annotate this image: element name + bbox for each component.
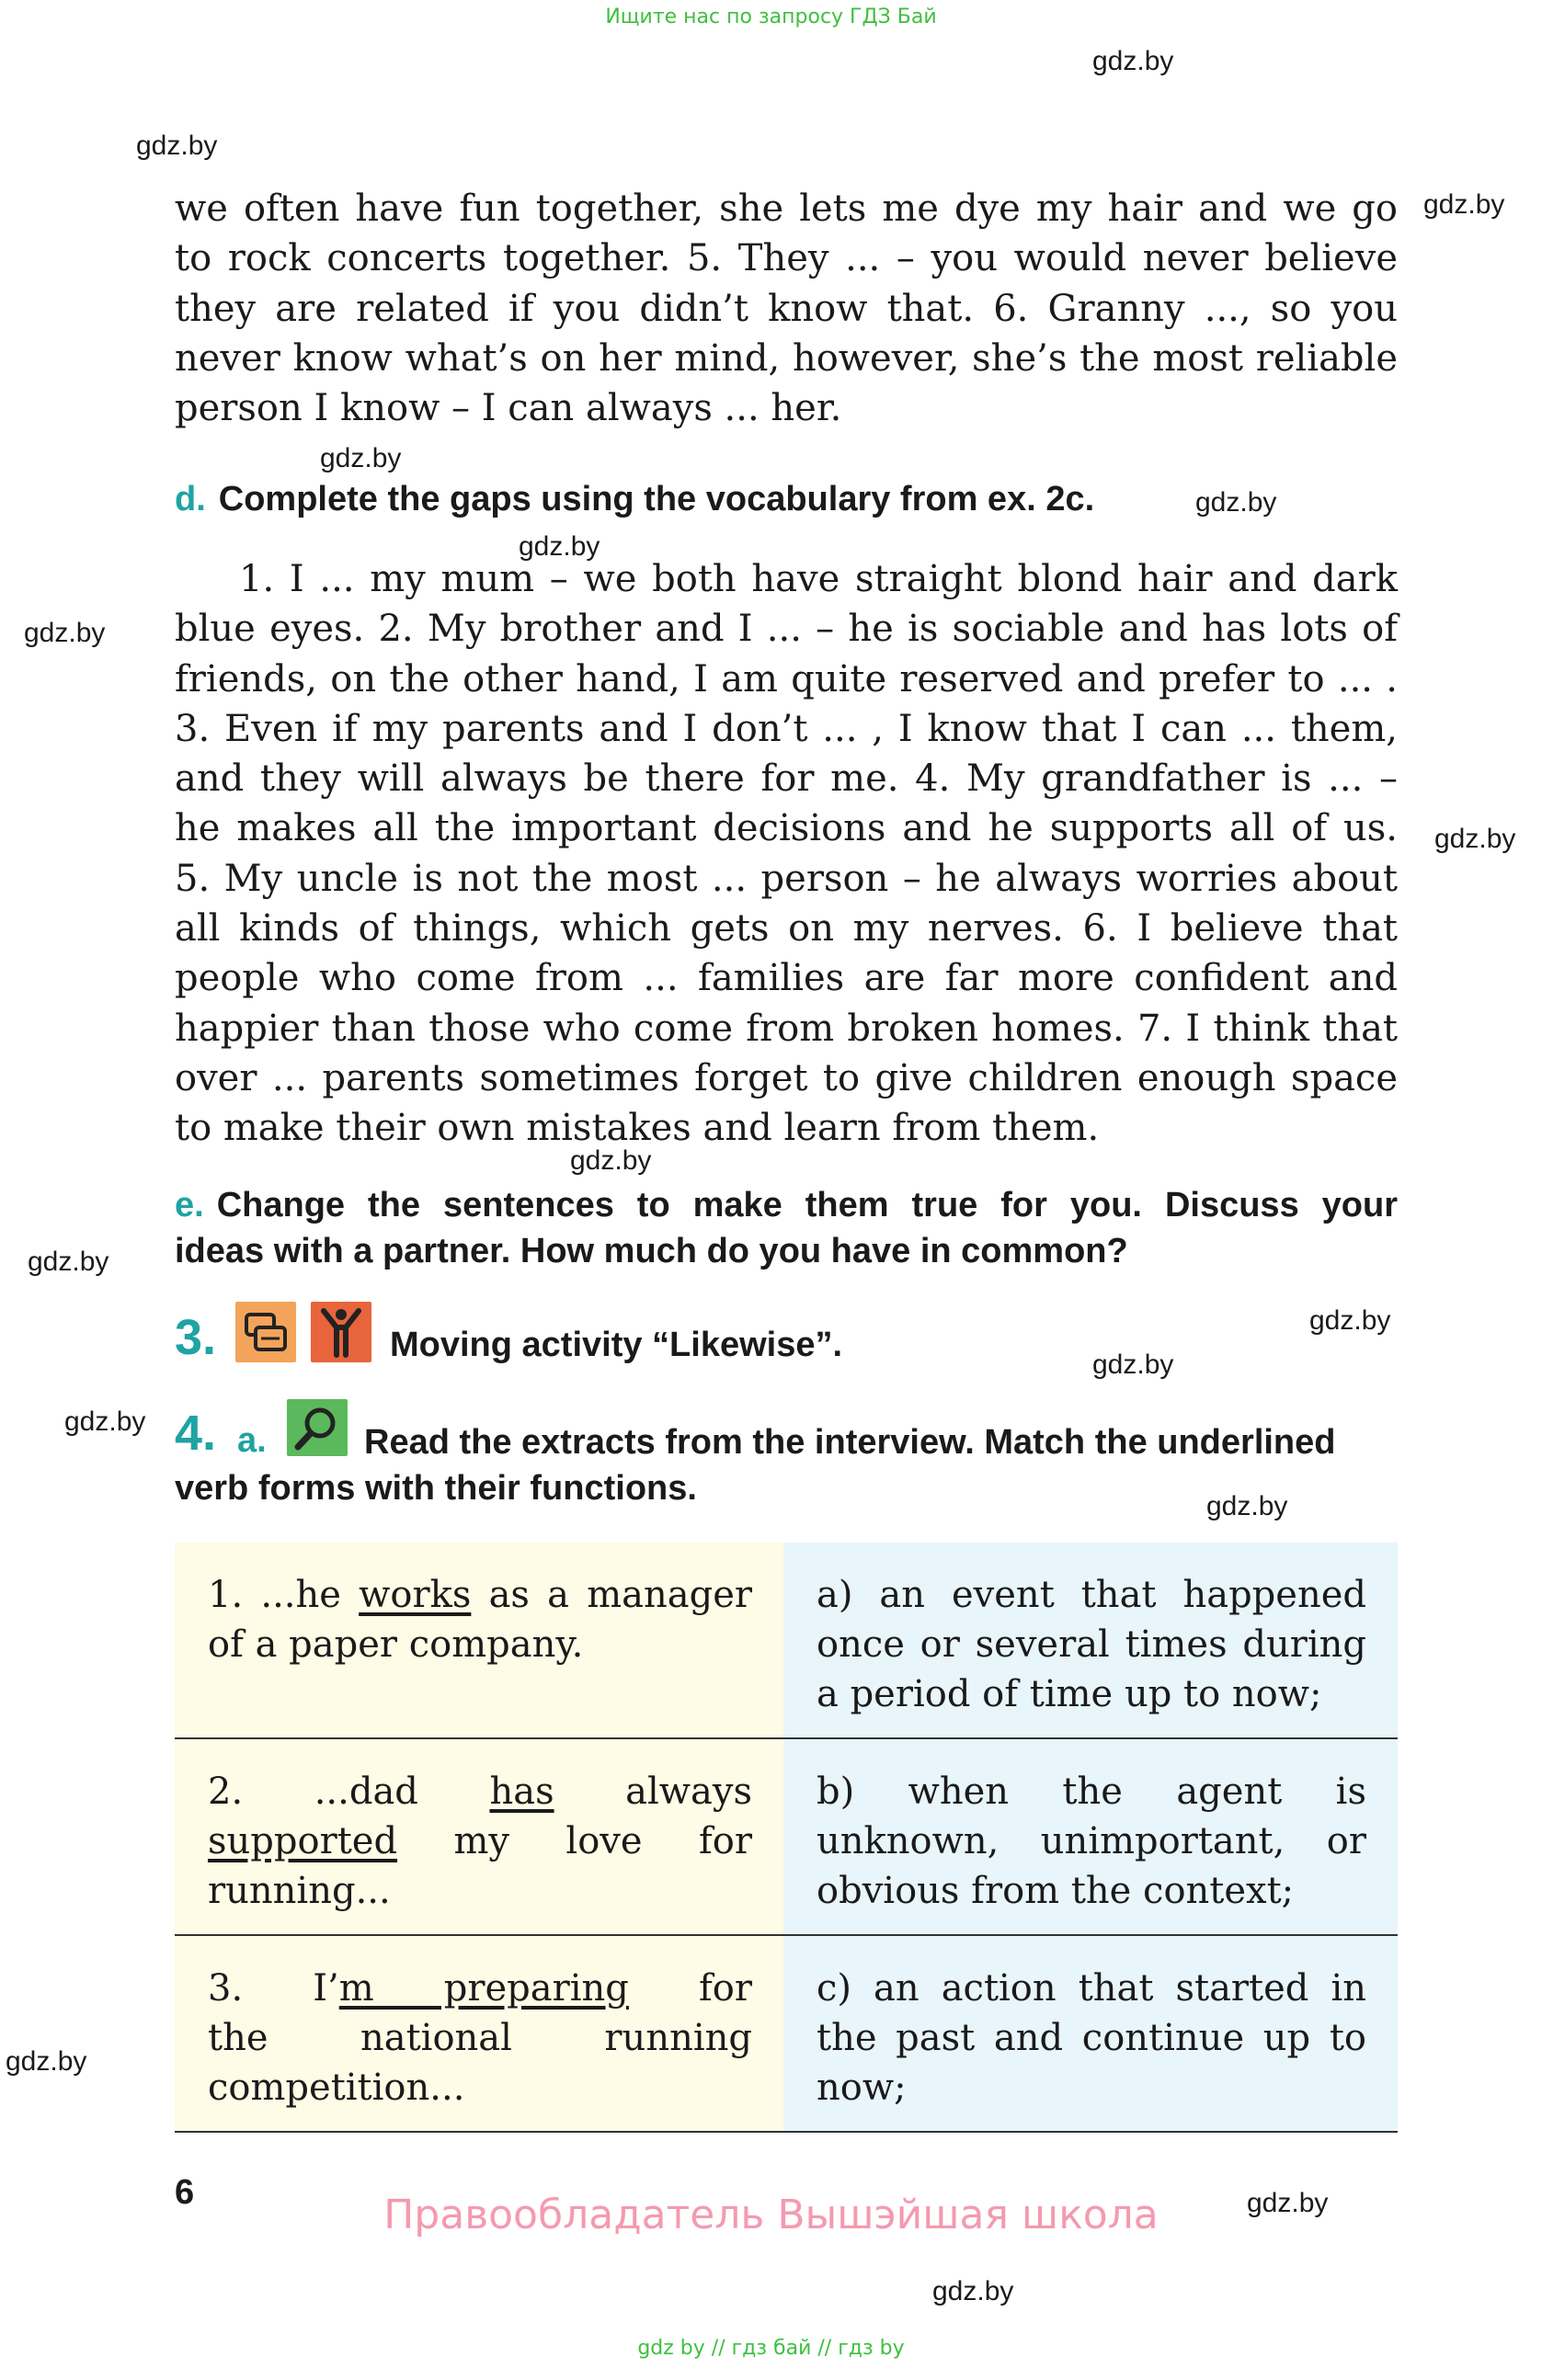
paragraph-d <box>175 554 1398 1154</box>
watermark: gdz.by <box>1434 824 1516 854</box>
cell-text: for <box>698 1967 752 2010</box>
text-line: never know what’s on her mind, however, she’s the most reliable <box>175 336 1398 380</box>
cell-text: always <box>625 1771 752 1813</box>
search-icon <box>287 1399 348 1456</box>
task-e <box>175 1182 1398 1274</box>
cell-text: c) an action that started in <box>817 1967 1366 2010</box>
table-cell-right <box>783 1739 1398 1934</box>
moving-activity-icon <box>311 1302 371 1362</box>
watermark: gdz.by <box>1195 487 1277 518</box>
underlined-verb: works <box>359 1574 472 1616</box>
text-line: 3. Even if my parents and I don’t ... , I know that I can ... them, <box>175 707 1398 750</box>
table-row <box>175 1739 1398 1934</box>
task-instruction: verb forms with their functions. <box>175 1469 697 1508</box>
cell-text: a period of time up to now; <box>817 1673 1322 1715</box>
group-work-icon <box>235 1302 296 1362</box>
watermark: gdz.by <box>1423 189 1505 220</box>
text-line: friends, on the other hand, I am quite reserved and prefer to ... . <box>175 657 1398 700</box>
task-instruction: Read the extracts from the interview. Match the underlined <box>364 1423 1336 1462</box>
task-d <box>175 476 1094 522</box>
table-cell-left <box>175 1543 783 1737</box>
watermark: gdz.by <box>932 2276 1014 2306</box>
matching-table <box>175 1543 1398 2133</box>
cell-text: now; <box>817 2067 907 2109</box>
table-cell-left <box>175 1739 783 1934</box>
top-banner[interactable]: Ищите нас по запросу ГДЗ Бай <box>605 6 937 28</box>
task-instruction: ideas with a partner. How much do you have in common? <box>175 1232 1128 1270</box>
watermark: gdz.by <box>6 2046 87 2077</box>
text-line: all kinds of things, which gets on my nerves. 6. I believe that <box>175 907 1398 951</box>
text-line: 5. My uncle is not the most ... person – he always worries about <box>175 857 1398 900</box>
text-line: people who come from ... families are far more confident and <box>175 957 1398 1000</box>
cell-text: once or several times during <box>817 1623 1366 1666</box>
footer-links[interactable]: gdz by // гдз бай // гдз by <box>637 2337 905 2360</box>
task-letter: d. <box>175 480 206 518</box>
task-number: 4. <box>175 1406 217 1461</box>
cell-text: 1. ...he <box>208 1574 360 1616</box>
table-row <box>175 1543 1398 1737</box>
task-number: 3. <box>175 1310 217 1365</box>
watermark: gdz.by <box>24 618 106 648</box>
cell-text: 3. I’ <box>208 1967 339 2010</box>
text-line: he makes all the important decisions and he supports all of us. <box>175 807 1398 850</box>
cell-text: running... <box>208 1870 391 1912</box>
watermark: gdz.by <box>136 131 218 161</box>
paragraph-c <box>175 184 1398 433</box>
text-line: we often have fun together, she lets me dye my hair and we go <box>175 188 1398 230</box>
page-number: 6 <box>175 2173 195 2212</box>
text-line: over ... parents sometimes forget to give children enough space <box>175 1056 1398 1099</box>
task-instruction: Moving activity “Likewise”. <box>390 1326 843 1364</box>
table-cell-right <box>783 1543 1398 1737</box>
task-instruction: Complete the gaps using the vocabulary from ex. 2c. <box>218 480 1095 518</box>
watermark: gdz.by <box>1092 1349 1174 1380</box>
cell-text: the past and continue up to <box>817 2017 1366 2059</box>
table-row <box>175 1936 1398 2131</box>
text-line: happier than those who come from broken homes. 7. I think that <box>175 1007 1398 1050</box>
cell-text: as a manager <box>471 1574 752 1616</box>
underlined-verb: m preparing <box>338 1967 629 2010</box>
watermark: gdz.by <box>1247 2188 1329 2218</box>
watermark: gdz.by <box>570 1145 652 1176</box>
table-cell-left <box>175 1936 783 2131</box>
text-line: 1. I ... my mum – we both have straight blond hair and dark <box>239 558 1398 600</box>
watermark: gdz.by <box>28 1247 109 1277</box>
copyright-notice: Правообладатель Вышэйшая школа <box>383 2192 1159 2238</box>
watermark: gdz.by <box>320 443 402 473</box>
cell-text: of a paper company. <box>208 1623 584 1666</box>
cell-text: my love for <box>453 1820 752 1862</box>
cell-text: competition... <box>208 2067 465 2109</box>
cell-text: b) when the agent is <box>817 1771 1366 1813</box>
text-line: to rock concerts together. 5. They ... – you would never believe <box>175 237 1398 280</box>
cell-text: obvious from the context; <box>817 1870 1295 1912</box>
underlined-verb: supported <box>208 1820 398 1862</box>
cell-text: 2. ...dad <box>208 1771 418 1813</box>
cell-text: unknown, unimportant, or <box>817 1820 1366 1862</box>
watermark: gdz.by <box>1206 1491 1288 1521</box>
cell-text: a) an event that happened <box>817 1574 1366 1616</box>
row-divider <box>175 2131 1398 2133</box>
text-line: they are related if you didn’t know that. 6. Granny ..., so you <box>175 287 1398 330</box>
task-letter: a. <box>237 1421 267 1460</box>
text-line: blue eyes. 2. My brother and I ... – he is sociable and has lots of <box>175 608 1398 651</box>
table-cell-right <box>783 1936 1398 2131</box>
task-instruction: Change the sentences to make them true for you. Discuss your <box>216 1186 1398 1224</box>
watermark: gdz.by <box>1309 1305 1391 1336</box>
text-line: and they will always be there for me. 4. My grandfather is ... – <box>175 757 1398 801</box>
watermark: gdz.by <box>519 531 600 562</box>
task-letter: e. <box>175 1186 204 1224</box>
text-line: person I know – I can always ... her. <box>175 387 842 430</box>
watermark: gdz.by <box>64 1406 146 1437</box>
watermark: gdz.by <box>1092 46 1174 76</box>
underlined-verb: has <box>489 1771 554 1813</box>
cell-text: the national running <box>208 2017 752 2059</box>
text-line: to make their own mistakes and learn from them. <box>175 1107 1100 1150</box>
